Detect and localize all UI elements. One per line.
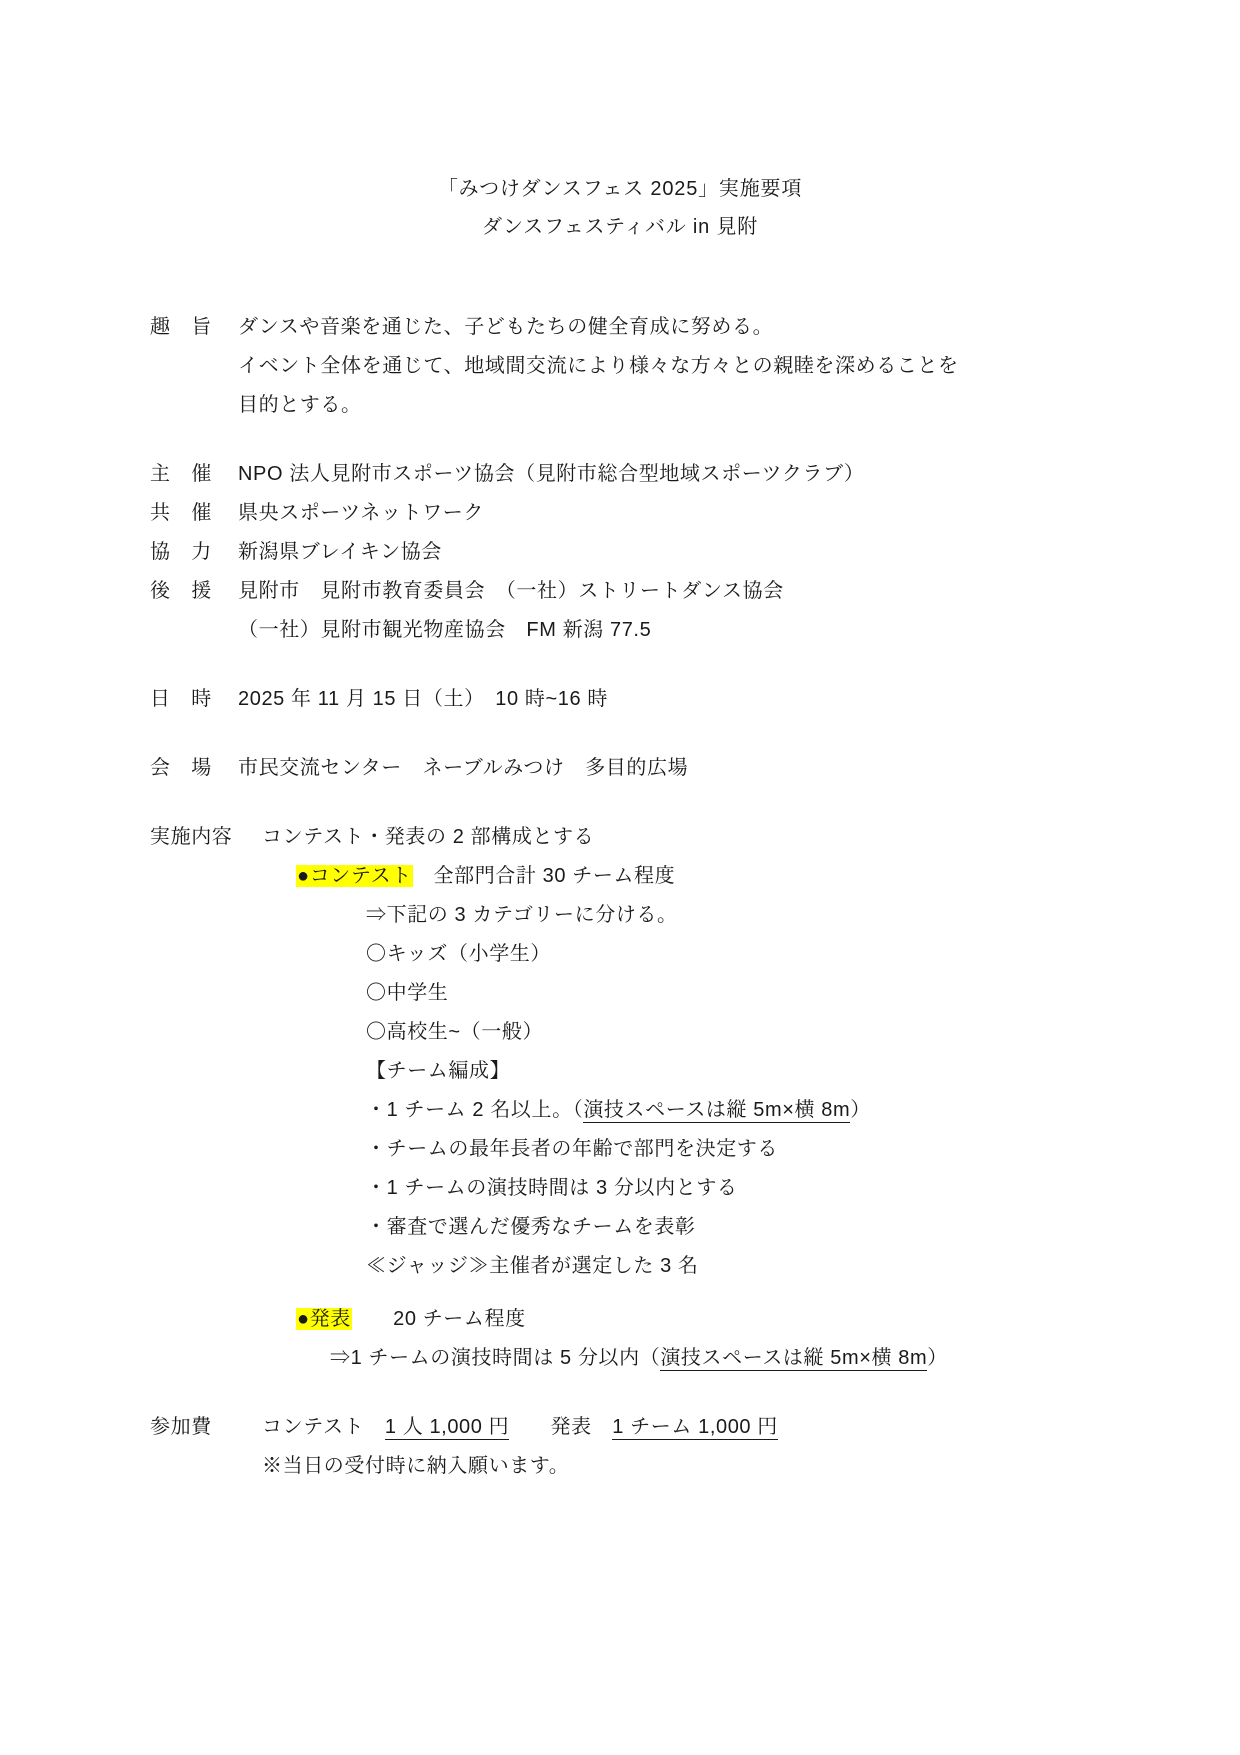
- section-cooperation-label: 協 力: [150, 541, 212, 563]
- section-co-organizer-label: 共 催: [150, 502, 212, 524]
- section-support-body: [238, 572, 1090, 650]
- purpose-line-2: イベント全体を通じて、地域間交流により様々な方々との親睦を深めることを: [238, 355, 959, 377]
- section-fee-body: [262, 1408, 1090, 1486]
- contest-bullet-icon: ●: [297, 865, 310, 887]
- section-contents-label: 実施内容: [150, 826, 233, 848]
- fee-line-1: [262, 1408, 1090, 1447]
- title-line-2: ダンスフェスティバル in 見附: [481, 216, 759, 238]
- section-fee: [150, 1408, 1090, 1486]
- fee-presentation-amount: 1 チーム 1,000 円: [612, 1416, 778, 1438]
- contest-rule-duration: ・1 チームの演技時間は 3 分以内とする: [366, 1177, 738, 1199]
- section-support-label: 後 援: [150, 580, 212, 602]
- presentation-detail: [262, 1339, 1090, 1378]
- section-cooperation-body: 新潟県ブレイキン協会: [238, 541, 442, 563]
- contest-team-composition-heading: 【チーム編成】: [366, 1060, 511, 1082]
- section-contents: [150, 818, 1090, 1378]
- fee-contest-amount: 1 人 1,000 円: [384, 1416, 510, 1438]
- contest-marker-and-label: [296, 865, 413, 887]
- fee-contest-label: コンテスト: [262, 1416, 385, 1438]
- section-datetime-body: 2025 年 11 月 15 日（土） 10 時~16 時: [238, 688, 608, 710]
- contest-spacer: [413, 865, 434, 887]
- contest-category-junior: 〇中学生: [366, 982, 449, 1004]
- section-co-organizer-body: 県央スポーツネットワーク: [238, 502, 484, 524]
- section-contents-body: [262, 818, 1090, 1378]
- presentation-spacer: [352, 1308, 393, 1330]
- contest-team-rule-underline: 演技スペースは縦 5m×横 8m: [583, 1099, 851, 1121]
- presentation-heading: [262, 1300, 1090, 1339]
- section-organizer-label: 主 催: [150, 463, 212, 485]
- section-venue-label: 会 場: [150, 757, 212, 779]
- section-purpose: [150, 308, 1090, 425]
- contest-rule-judges: ≪ジャッジ≫主催者が選定した 3 名: [366, 1255, 699, 1277]
- section-support: [150, 572, 1090, 650]
- section-fee-label: 参加費: [150, 1416, 212, 1438]
- contest-rule-age: ・チームの最年長者の年齢で部門を決定する: [366, 1138, 778, 1160]
- contest-line-categories: ⇒下記の 3 カテゴリーに分ける。: [366, 904, 678, 926]
- contest-rule-award: ・審査で選んだ優秀なチームを表彰: [366, 1216, 696, 1238]
- fee-note: ※当日の受付時に納入願います。: [262, 1455, 570, 1477]
- section-organizer: [150, 455, 1090, 494]
- contest-category-kids: 〇キッズ（小学生）: [366, 943, 551, 965]
- section-venue: [150, 749, 1090, 788]
- contest-team-rule-suffix: ）: [850, 1099, 871, 1121]
- presentation-marker-and-label: [296, 1308, 352, 1330]
- presentation-label: 発表: [309, 1308, 351, 1330]
- contest-heading: [262, 857, 1090, 896]
- section-cooperation: [150, 533, 1090, 572]
- section-venue-body: 市民交流センター ネーブルみつけ 多目的広場: [238, 757, 689, 779]
- section-datetime-label: 日 時: [150, 688, 212, 710]
- support-line-1: 見附市 見附市教育委員会 （一社）ストリートダンス協会: [238, 580, 784, 602]
- section-datetime: [150, 680, 1090, 719]
- contest-team-rule: [262, 1091, 1090, 1130]
- document-title: [150, 170, 1090, 246]
- presentation-detail-underline: 演技スペースは縦 5m×横 8m: [660, 1347, 928, 1369]
- contest-category-high: 〇高校生~（一般）: [366, 1021, 544, 1043]
- purpose-line-3: 目的とする。: [238, 394, 362, 416]
- section-purpose-body: [238, 308, 1090, 425]
- title-line-1: 「みつけダンスフェス 2025」実施要項: [437, 178, 803, 200]
- contest-label: コンテスト: [309, 865, 412, 887]
- contest-amount: 全部門合計 30 チーム程度: [433, 865, 676, 887]
- support-line-2: （一社）見附市観光物産協会 FM 新潟 77.5: [238, 619, 652, 641]
- presentation-amount: 20 チーム程度: [393, 1308, 526, 1330]
- contents-intro: コンテスト・発表の 2 部構成とする: [262, 826, 595, 848]
- contest-team-rule-prefix: ・1 チーム 2 名以上。（: [366, 1099, 584, 1121]
- section-co-organizer: [150, 494, 1090, 533]
- section-purpose-label: 趣 旨: [150, 316, 212, 338]
- fee-presentation-label: 発表: [509, 1416, 613, 1438]
- presentation-detail-prefix: ⇒1 チームの演技時間は 5 分以内（: [330, 1347, 661, 1369]
- section-organizer-body: NPO 法人見附市スポーツ協会（見附市総合型地域スポーツクラブ）: [238, 463, 865, 485]
- presentation-bullet-icon: ●: [297, 1308, 310, 1330]
- presentation-detail-suffix: ）: [927, 1347, 948, 1369]
- purpose-line-1: ダンスや音楽を通じた、子どもたちの健全育成に努める。: [238, 316, 774, 338]
